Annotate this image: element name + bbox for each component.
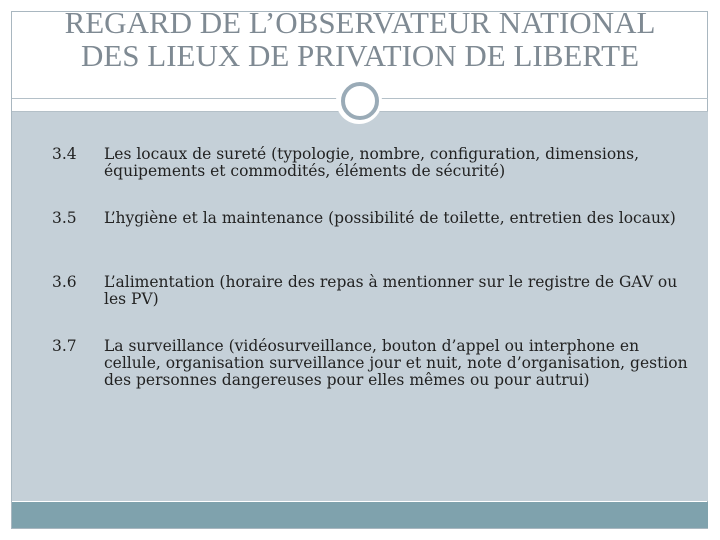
circle-ornament-icon — [341, 82, 379, 120]
slide-title — [12, 6, 708, 72]
item-text: L’hygiène et la maintenance (possibilité de toilette, entretien des locaux) — [104, 209, 676, 227]
item-text: Les locaux de sureté (typologie, nombre, configuration, dimensions, équipements et commodités, éléments de sécurité) — [104, 145, 640, 180]
item-number: 3.5 — [52, 209, 77, 227]
item-number: 3.7 — [52, 337, 77, 355]
title-line-2: DES LIEUX DE PRIVATION DE LIBERTE — [80, 38, 640, 73]
item-number: 3.6 — [52, 273, 77, 291]
item-text: L’alimentation (horaire des repas à mentionner sur le registre de GAV ou les PV) — [104, 273, 678, 308]
footer-bar — [12, 502, 708, 528]
title-line-1: REGARD DE L’OBSERVATEUR NATIONAL — [64, 5, 656, 40]
item-text: La surveillance (vidéosurveillance, bouton d’appel ou interphone en cellule, organisation surveillance jour et nuit, note d’organisation, gestion des personnes dangereuses pour elles mêmes ou pour autrui) — [104, 337, 688, 389]
item-number: 3.4 — [52, 145, 77, 163]
